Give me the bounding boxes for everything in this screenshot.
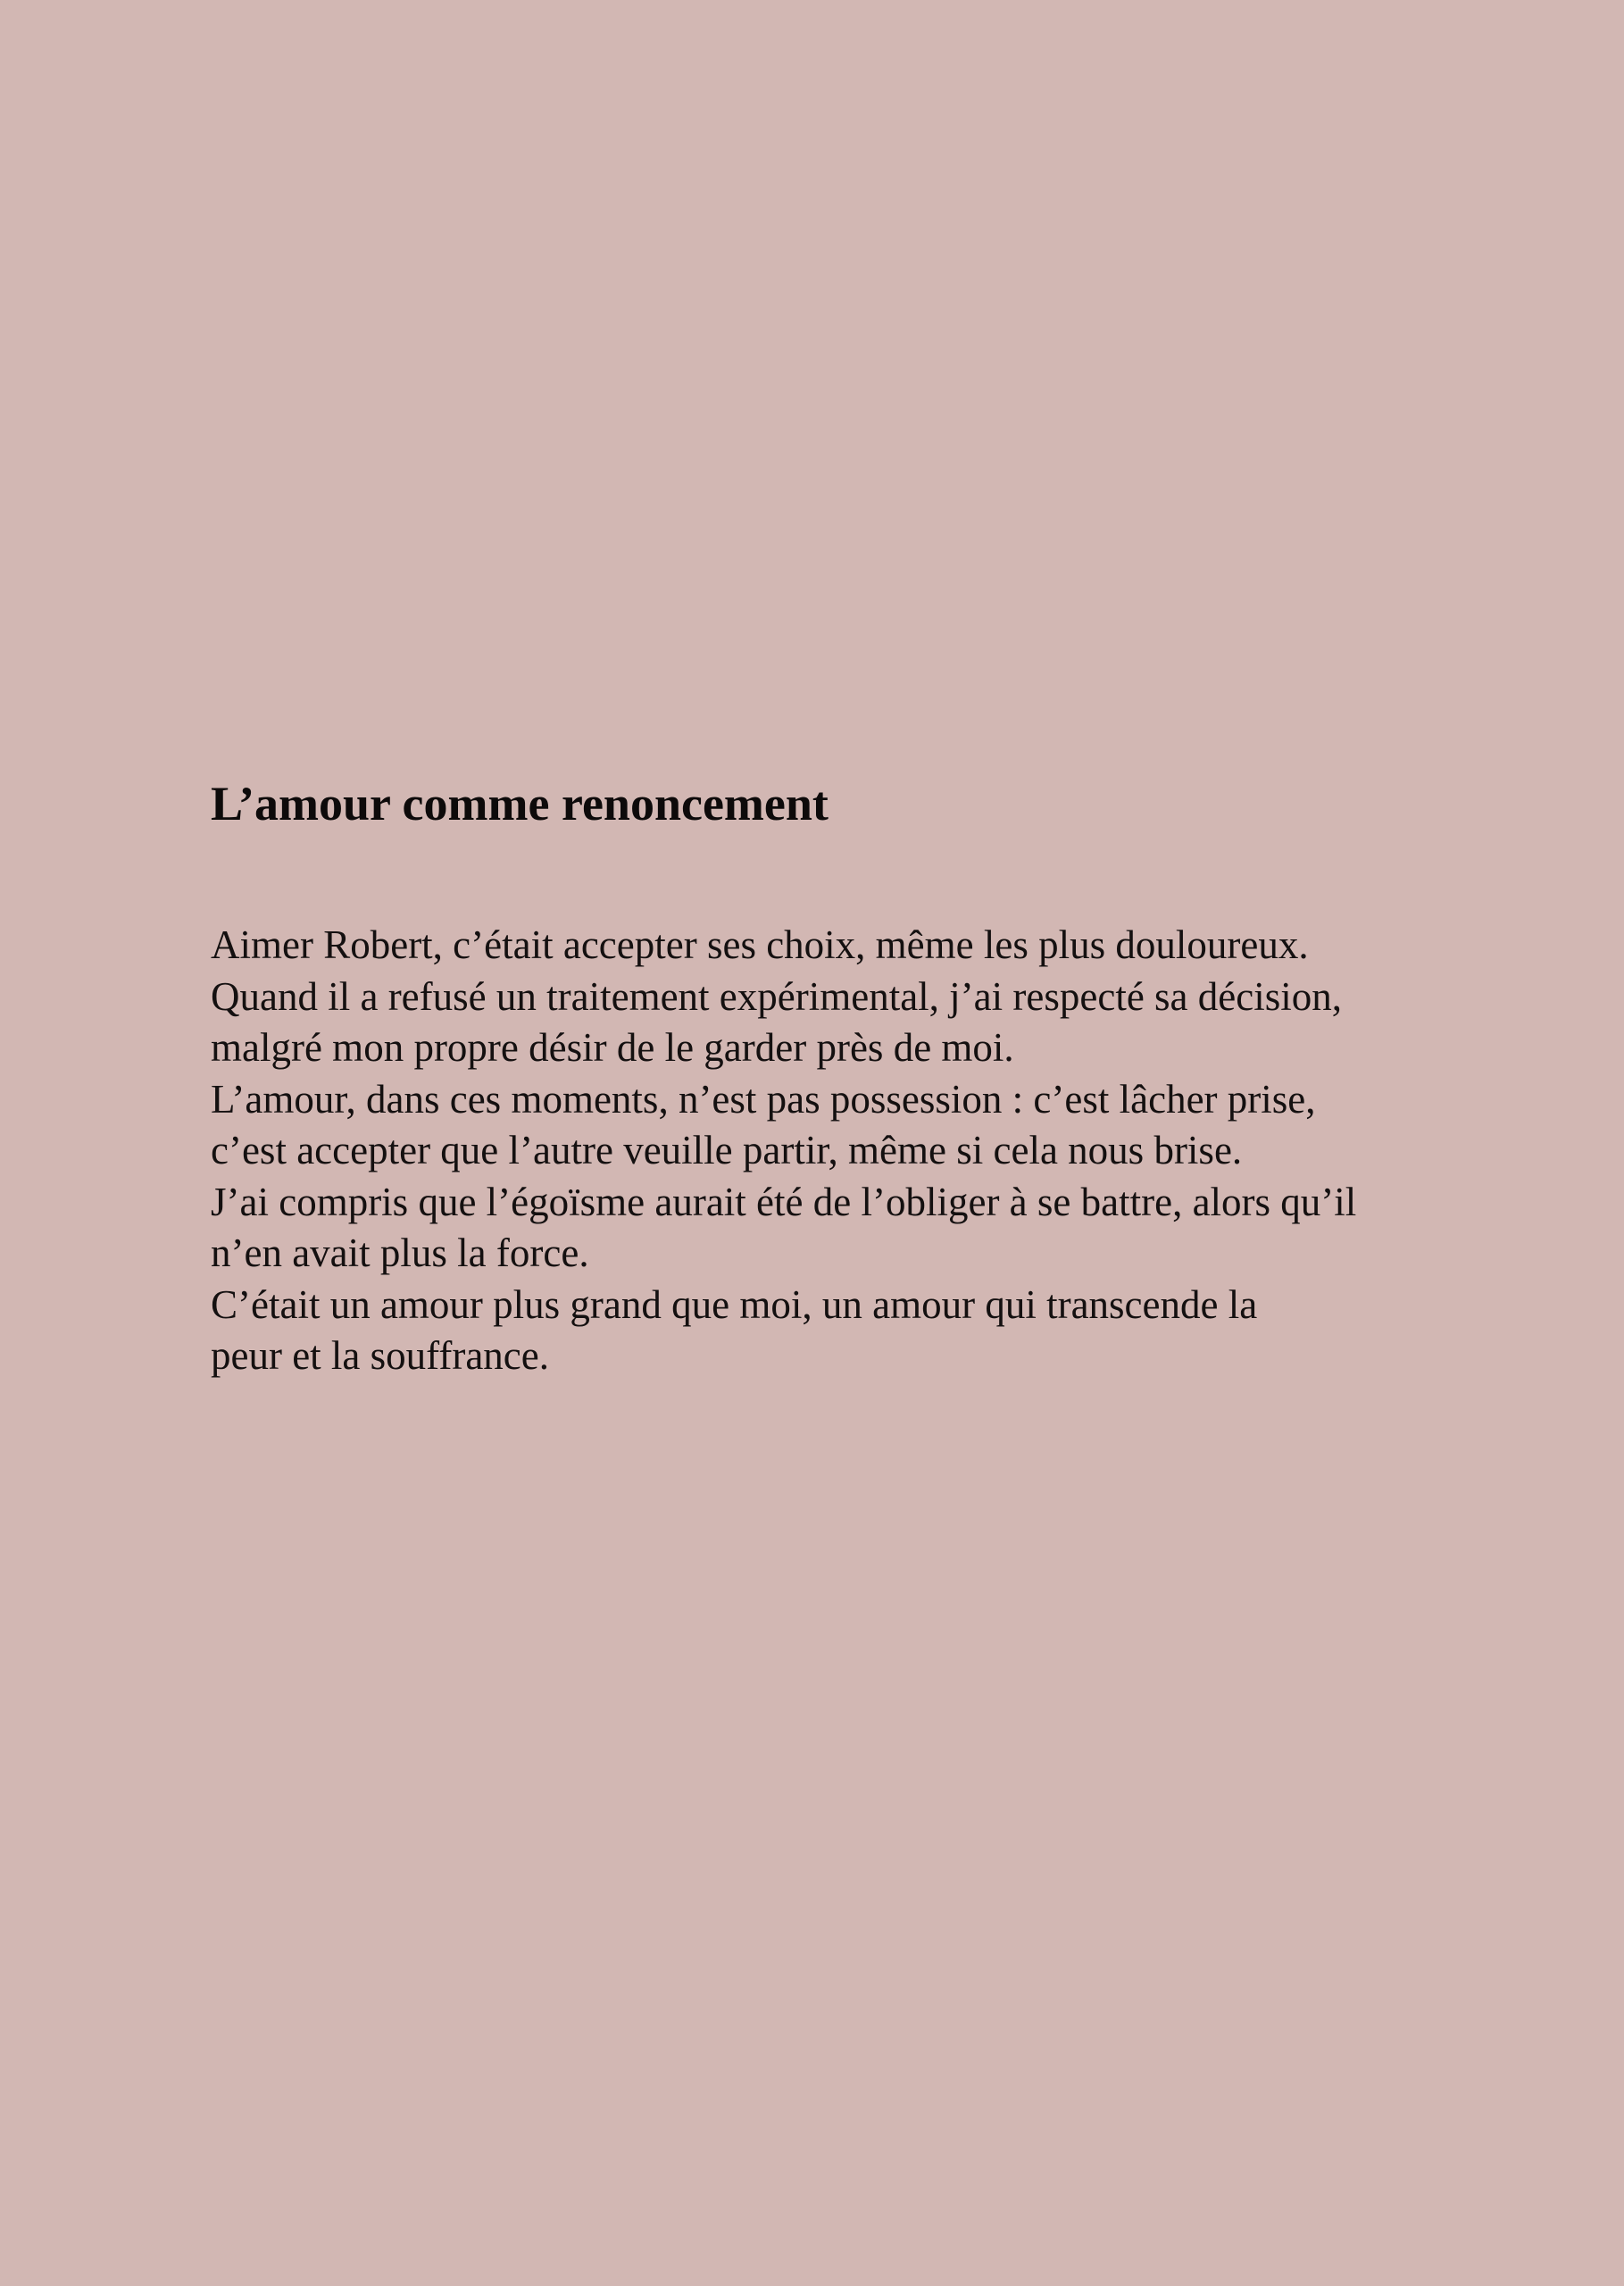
section-content xyxy=(211,775,1461,1382)
text-line: J’ai compris que l’égoïsme aurait été de l’obliger à se battre, alors qu’il xyxy=(211,1179,1357,1224)
text-line: L’amour, dans ces moments, n’est pas possession : c’est lâcher prise, xyxy=(211,1076,1316,1122)
text-line: n’en avait plus la force. xyxy=(211,1231,589,1275)
text-line: Quand il a refusé un traitement expérimental, j’ai respecté sa décision, xyxy=(211,973,1342,1019)
text-line: peur et la souffrance. xyxy=(211,1333,549,1378)
text-line: C’était un amour plus grand que moi, un amour qui transcende la xyxy=(211,1281,1258,1327)
text-line: Aimer Robert, c’était accepter ses choix, même les plus douloureux. xyxy=(211,922,1309,967)
text-line: malgré mon propre désir de le garder près de moi. xyxy=(211,1025,1014,1070)
section-title: L’amour comme renoncement xyxy=(211,777,829,830)
body-paragraph xyxy=(211,920,1461,1382)
text-line: c’est accepter que l’autre veuille partir, même si cela nous brise. xyxy=(211,1128,1243,1172)
